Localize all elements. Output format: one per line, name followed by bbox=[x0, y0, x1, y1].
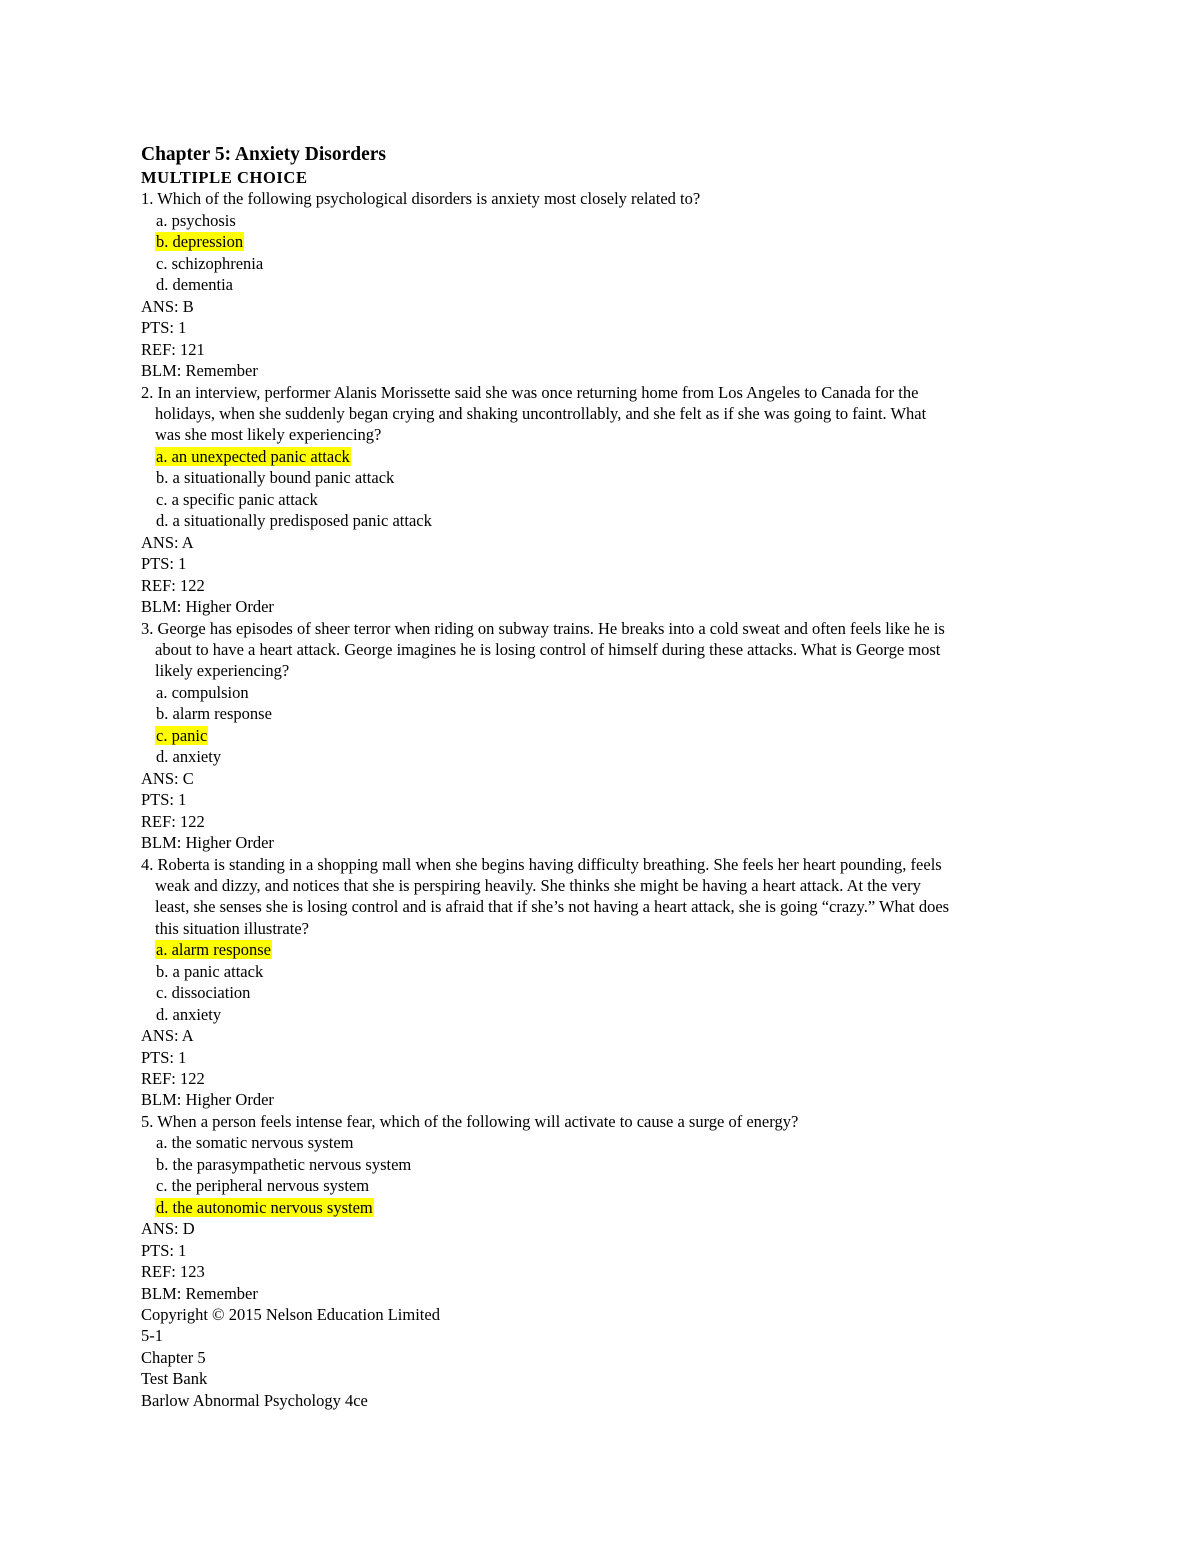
question-4 bbox=[141, 854, 1101, 1111]
question-5 bbox=[141, 1111, 1101, 1304]
page-number: 5-1 bbox=[141, 1326, 163, 1346]
document-page bbox=[141, 143, 1101, 1411]
question-2 bbox=[141, 382, 1101, 618]
option-d: d. anxiety bbox=[156, 1004, 222, 1024]
reference-line: REF: 121 bbox=[141, 339, 205, 359]
reference-line: REF: 122 bbox=[141, 575, 205, 595]
option-c: c. a specific panic attack bbox=[156, 489, 318, 509]
points-line: PTS: 1 bbox=[141, 1047, 187, 1067]
option-b: b. a panic attack bbox=[156, 961, 264, 981]
footer-type: Test Bank bbox=[141, 1369, 208, 1389]
answer-line: ANS: A bbox=[141, 532, 194, 552]
option-a-correct: a. an unexpected panic attack bbox=[156, 446, 350, 466]
points-line: PTS: 1 bbox=[141, 318, 187, 338]
blm-line: BLM: Remember bbox=[141, 361, 258, 381]
option-c: c. schizophrenia bbox=[156, 253, 264, 273]
option-a: a. the somatic nervous system bbox=[156, 1133, 354, 1153]
reference-line: REF: 123 bbox=[141, 1262, 205, 1282]
footer-book: Barlow Abnormal Psychology 4ce bbox=[141, 1390, 368, 1410]
page-footer bbox=[141, 1304, 1101, 1411]
chapter-title: Chapter 5: Anxiety Disorders bbox=[141, 144, 386, 165]
question-text: 4. Roberta is standing in a shopping mall when she begins having difficulty breathing. She feels her heart pounding, feels weak and dizzy, and notices that she is perspiring heavily. She thinks she might be having a heart attack. At the very least, she senses she is losing control and is afraid that if she’s not having a heart attack, she is going “crazy.” What does this situation illustrate? bbox=[141, 854, 950, 938]
question-3 bbox=[141, 618, 1101, 854]
option-b: b. a situationally bound panic attack bbox=[156, 468, 395, 488]
reference-line: REF: 122 bbox=[141, 1069, 205, 1089]
question-1 bbox=[141, 188, 1101, 381]
blm-line: BLM: Higher Order bbox=[141, 1090, 274, 1110]
answer-line: ANS: A bbox=[141, 1026, 194, 1046]
question-text: 1. Which of the following psychological disorders is anxiety most closely related to? bbox=[141, 189, 701, 209]
question-text: 2. In an interview, performer Alanis Morissette said she was once returning home from Los Angeles to Canada for the holidays, when she suddenly began crying and shaking uncontrollably, and she felt as if she was going to faint. What was she most likely experiencing? bbox=[141, 382, 927, 445]
option-c: c. the peripheral nervous system bbox=[156, 1176, 370, 1196]
answer-line: ANS: B bbox=[141, 296, 194, 316]
option-b-correct: b. depression bbox=[156, 232, 244, 252]
reference-line: REF: 122 bbox=[141, 811, 205, 831]
option-d: d. dementia bbox=[156, 275, 233, 295]
option-a-correct: a. alarm response bbox=[156, 940, 271, 960]
option-d: d. a situationally predisposed panic attack bbox=[156, 511, 432, 531]
option-a: a. psychosis bbox=[156, 210, 236, 230]
option-c: c. dissociation bbox=[156, 983, 251, 1003]
question-text: 5. When a person feels intense fear, which of the following will activate to cause a surge of energy? bbox=[141, 1111, 799, 1131]
option-a: a. compulsion bbox=[156, 682, 249, 702]
copyright-notice: Copyright © 2015 Nelson Education Limited bbox=[141, 1305, 440, 1325]
option-b: b. the parasympathetic nervous system bbox=[156, 1154, 412, 1174]
points-line: PTS: 1 bbox=[141, 1240, 187, 1260]
option-d-correct: d. the autonomic nervous system bbox=[156, 1197, 373, 1217]
option-c-correct: c. panic bbox=[156, 725, 208, 745]
blm-line: BLM: Higher Order bbox=[141, 833, 274, 853]
blm-line: BLM: Higher Order bbox=[141, 597, 274, 617]
points-line: PTS: 1 bbox=[141, 554, 187, 574]
option-d: d. anxiety bbox=[156, 747, 222, 767]
answer-line: ANS: C bbox=[141, 768, 194, 788]
answer-line: ANS: D bbox=[141, 1219, 195, 1239]
question-text: 3. George has episodes of sheer terror when riding on subway trains. He breaks into a cold sweat and often feels like he is about to have a heart attack. George imagines he is losing control of himself during these attacks. What is George most likely experiencing? bbox=[141, 618, 945, 681]
section-heading: MULTIPLE CHOICE bbox=[141, 168, 308, 187]
footer-chapter: Chapter 5 bbox=[141, 1347, 206, 1367]
points-line: PTS: 1 bbox=[141, 790, 187, 810]
blm-line: BLM: Remember bbox=[141, 1283, 258, 1303]
option-b: b. alarm response bbox=[156, 704, 272, 724]
